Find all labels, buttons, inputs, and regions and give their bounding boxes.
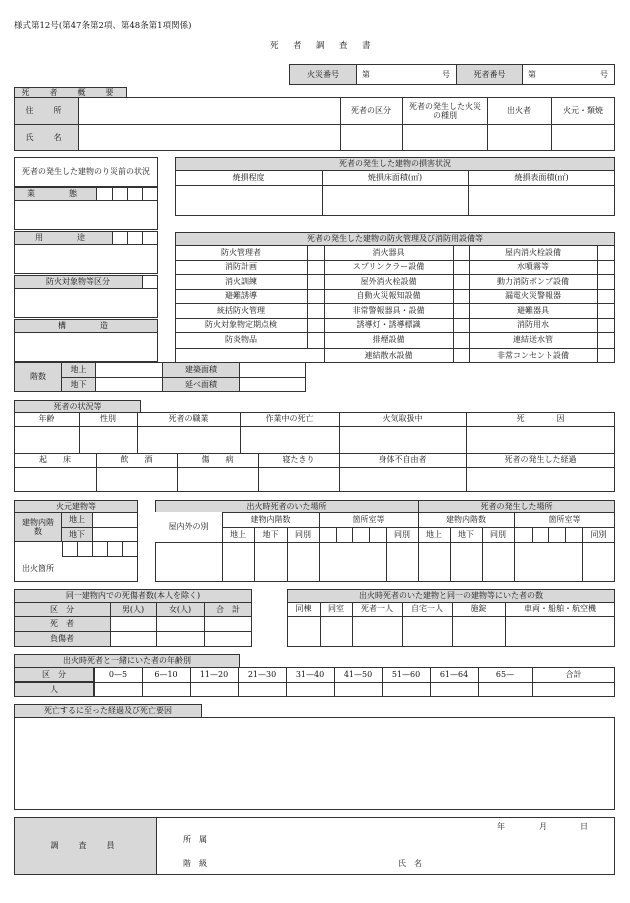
location-at-fire-header: 出火時死者のいた場所 <box>246 501 327 511</box>
fire-target-label: 防火対象物等区分 <box>46 277 110 287</box>
burn-floor-area-label: 焼損床面積(㎡) <box>367 172 423 182</box>
age-group-col: 51—60 <box>391 669 421 679</box>
floors-below-label: 地下 <box>70 379 87 389</box>
equipment-col1-item: 防火対象物定期点検 <box>205 320 277 330</box>
form-number: 様式第12号(第47条第2項、第48条第1項関係) <box>14 21 192 31</box>
age-groups-header: 出火時死者と一緒にいた者の年齢別 <box>63 656 191 666</box>
location-of-death-header: 死者の発生した場所 <box>480 501 553 511</box>
cause-label: 死 因 <box>516 414 565 424</box>
age-label: 年齢 <box>38 414 55 424</box>
equipment-col1-item: 消火訓練 <box>225 276 257 286</box>
age-group-col: 65— <box>495 669 515 679</box>
fire-time-room-same-label: 同別 <box>394 529 410 539</box>
age-group-col: 41—50 <box>343 669 373 679</box>
others-col: 同棟 <box>295 604 312 614</box>
death-place-room-label: 箇所室等 <box>548 514 581 524</box>
others-col: 同室 <box>328 604 344 614</box>
equipment-col1-item: 消防計画 <box>225 262 257 272</box>
others-col: 施錠 <box>470 604 487 614</box>
equipment-col2-item: スプリンクラー設備 <box>352 262 425 272</box>
illness-label: 傷 病 <box>201 455 234 465</box>
fire-time-above-label: 地上 <box>230 529 246 539</box>
equipment-col3-item: 非常コンセント設備 <box>497 350 569 360</box>
others-col: 車両・船舶・航空機 <box>524 604 596 614</box>
others-col: 死者一人 <box>361 604 393 614</box>
equipment-col3-item: 避難器具 <box>517 305 549 315</box>
building-status-header: 死者の発生した建物のり災前の状況 <box>22 167 150 177</box>
casualty-category-label: 区 分 <box>50 604 74 614</box>
death-place-below-label: 地下 <box>458 529 474 539</box>
date-day-label: 日 <box>580 822 588 831</box>
equipment-header: 死者の発生した建物の防火管理及び消防用設備等 <box>307 234 483 244</box>
name-label: 氏 名 <box>25 132 68 142</box>
fire-time-room-label: 箇所室等 <box>352 514 385 524</box>
structure-label: 構 造 <box>58 321 114 331</box>
origin-above-label: 地上 <box>69 515 85 525</box>
equipment-col2-item: 非常警報器具・設備 <box>352 305 425 315</box>
death-place-room-same-label: 同別 <box>590 529 607 539</box>
fire-handling-label: 火気取扱中 <box>382 414 423 424</box>
page-title: 死 者 調 査 書 <box>270 41 374 51</box>
origin-building-header: 火元建物等 <box>56 501 96 511</box>
fire-time-below-label: 地下 <box>262 529 279 539</box>
origin-below-label: 地下 <box>69 529 85 539</box>
awake-label: 起 床 <box>39 455 71 465</box>
casualty-total-label: 合 計 <box>216 604 240 614</box>
equipment-col1-item: 防炎物品 <box>225 335 257 345</box>
age-group-col: 31—40 <box>295 669 325 679</box>
casualties-header: 同一建物内での死傷者数(本人を除く) <box>65 591 201 601</box>
death-process-header: 死亡するに至った経過及び死亡要因 <box>44 706 172 716</box>
burn-surface-area-label: 焼損表面積(㎡) <box>514 172 569 182</box>
age-group-col: 0—5 <box>108 669 128 679</box>
age-group-col: 合計 <box>565 669 582 679</box>
date-month-label: 月 <box>539 822 547 831</box>
casualty-injured-label: 負傷者 <box>50 634 74 644</box>
signature-name-label: 氏 名 <box>398 859 422 868</box>
equipment-col2-item: 排煙設備 <box>372 335 405 345</box>
fire-origin-label: 火元・類焼 <box>563 106 603 116</box>
death-place-same-label: 同別 <box>490 529 506 539</box>
death-place-above-label: 地上 <box>426 529 442 539</box>
age-category-label: 区 分 <box>42 669 66 679</box>
age-group-col: 6—10 <box>154 669 178 679</box>
casualty-male-label: 男(人) <box>121 604 145 614</box>
floors-label: 階数 <box>30 372 46 382</box>
fire-number-suffix: 号 <box>442 70 450 79</box>
investigator-label: 調 査 員 <box>50 841 121 851</box>
burn-degree-label: 焼損程度 <box>232 172 265 182</box>
affiliation-label: 所 属 <box>183 835 207 844</box>
fire-number-label: 火災番号 <box>307 69 339 79</box>
casualty-dead-label: 死 者 <box>50 618 74 628</box>
age-group-col: 61—64 <box>439 669 469 679</box>
equipment-col3-item: 漏電火災警報器 <box>505 291 561 301</box>
equipment-col3-item: 消防用水 <box>517 320 549 330</box>
equipment-col3-item: 屋内消火栓設備 <box>505 247 561 257</box>
total-floor-area-label: 延べ面積 <box>185 379 217 389</box>
origin-place-label: 出火箇所 <box>22 564 54 574</box>
business-label: 業 態 <box>27 189 83 199</box>
fire-number-prefix: 第 <box>362 70 370 79</box>
death-number-suffix: 号 <box>600 70 608 79</box>
floors-in-building-label: 建物内階数 <box>22 517 54 536</box>
date-year-label: 年 <box>497 822 505 831</box>
equipment-col3-item: 連結送水管 <box>513 335 553 345</box>
death-number-label: 死者番号 <box>473 69 506 79</box>
others-header: 出火時死者のいた建物と同一の建物等にいた者の数 <box>359 591 543 601</box>
building-area-label: 建築面積 <box>185 365 217 375</box>
equipment-col1-item: 防火管理者 <box>221 247 261 257</box>
category-label: 死者の区分 <box>351 106 391 116</box>
fire-time-floor-label: 建物内階数 <box>250 514 291 524</box>
equipment-col3-item: 動力消防ポンプ設備 <box>497 276 569 286</box>
damage-header: 死者の発生した建物の損害状況 <box>339 159 451 169</box>
in-out-label: 屋内外の別 <box>168 522 209 532</box>
fire-source-person-label: 出火者 <box>507 106 531 116</box>
equipment-col1-item: 避難誘導 <box>225 291 257 301</box>
age-group-col: 21—30 <box>247 669 277 679</box>
equipment-col1-item: 統括防火管理 <box>217 305 265 315</box>
fire-time-same-label: 同別 <box>295 529 311 539</box>
fire-type-label: 死者の発生した火災の種別 <box>409 101 481 120</box>
rank-label: 階 級 <box>183 859 207 868</box>
equipment-col2-item: 屋外消火栓設備 <box>360 276 417 286</box>
equipment-col3-item: 水噴霧等 <box>517 262 549 272</box>
death-at-work-label: 作業中の死亡 <box>265 414 314 424</box>
equipment-col2-item: 消火器具 <box>372 247 405 257</box>
age-group-col: 11—20 <box>199 669 229 679</box>
sex-label: 性別 <box>100 414 116 424</box>
address-label: 住 所 <box>25 106 68 116</box>
disabled-label: 身体不自由者 <box>378 455 427 465</box>
occupation-label: 死者の職業 <box>168 414 209 424</box>
drinking-label: 飲 酒 <box>120 455 153 465</box>
victim-status-header: 死者の状況等 <box>53 401 102 411</box>
death-number-prefix: 第 <box>528 70 536 79</box>
death-process-area[interactable] <box>14 717 615 810</box>
age-people-label: 人 <box>50 684 58 694</box>
bedridden-label: 寝たきり <box>282 455 315 465</box>
process-label: 死者の発生した経過 <box>504 455 577 465</box>
equipment-col2-item: 自動火災報知設備 <box>356 291 421 301</box>
overview-header: 死 者 概 要 <box>21 87 120 97</box>
death-place-floor-label: 建物内階数 <box>446 514 486 524</box>
equipment-col2-item: 連結散水設備 <box>364 350 413 360</box>
equipment-col2-item: 誘導灯・誘導標識 <box>356 320 421 330</box>
use-label: 用 途 <box>35 233 91 243</box>
floors-above-label: 地上 <box>70 365 87 375</box>
others-col: 自宅一人 <box>411 604 443 614</box>
casualty-female-label: 女(人) <box>168 604 192 614</box>
